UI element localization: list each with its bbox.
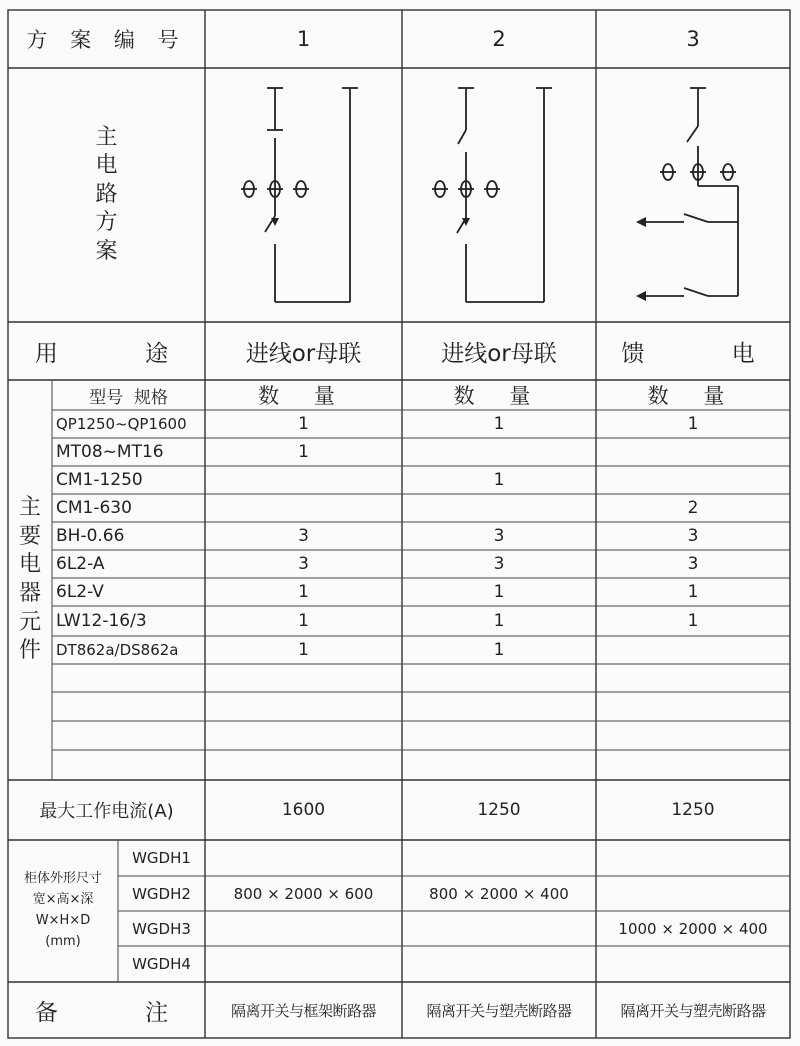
- component-qty-3: 1: [687, 611, 699, 631]
- component-qty-2: 1: [493, 640, 505, 660]
- cabinet-type: WGDH4: [132, 955, 191, 973]
- remarks-label: 备 注: [34, 999, 209, 1026]
- max-current-1: 1600: [281, 800, 326, 820]
- cabinet-size-label-line: (mm): [45, 933, 81, 949]
- scheme-number-3: 3: [686, 27, 700, 51]
- scheme-number-label: 方 案 编 号: [26, 28, 187, 52]
- main-components-label-char: 元: [18, 609, 41, 635]
- component-qty-2: 1: [493, 582, 505, 602]
- remarks-3: 隔离开关与塑壳断路器: [620, 1001, 766, 1020]
- main-components-label-char: 要: [18, 523, 41, 549]
- component-qty-2: 1: [493, 414, 505, 434]
- component-qty-2: [402, 438, 596, 466]
- component-model: LW12-16/3: [56, 611, 147, 631]
- cabinet-size-label-line: W×H×D: [35, 913, 91, 928]
- main-components-label-char: 器: [18, 581, 41, 606]
- cabinet-dim-wgdh2-1: 800 × 2000 × 600: [233, 884, 374, 903]
- component-qty-3: 1: [687, 582, 699, 602]
- cabinet-size-label: [8, 840, 118, 982]
- main-components-label: [8, 380, 52, 780]
- component-model: DT862a/DS862a: [56, 641, 179, 659]
- main-components-label-char: 电: [18, 552, 41, 578]
- component-model: 6L2-V: [56, 582, 104, 602]
- component-qty-3: [596, 466, 790, 494]
- cabinet-type: WGDH2: [132, 884, 191, 903]
- component-qty-2: 1: [493, 611, 505, 631]
- main-circuit-label: [8, 100, 205, 290]
- cabinet-size-label-line: 宽×高×深: [32, 892, 94, 908]
- component-qty-1: 1: [298, 582, 309, 602]
- cabinet-type: WGDH3: [132, 919, 191, 938]
- main-circuit-label-char: 主: [95, 124, 118, 150]
- remarks-2: 隔离开关与塑壳断路器: [426, 1001, 572, 1020]
- model-spec-header: 型号 规格: [89, 387, 168, 408]
- main-circuit-label-char: 案: [95, 238, 118, 264]
- component-qty-3: 1: [687, 414, 699, 434]
- cabinet-dim-wgdh2-2: 800 × 2000 × 400: [429, 884, 569, 903]
- main-components-label-char: 件: [18, 638, 41, 664]
- component-qty-2: 1: [493, 470, 505, 490]
- circuit-diagram-1: [205, 68, 402, 322]
- circuit-diagram-2: [402, 68, 596, 322]
- component-model: CM1-630: [56, 498, 132, 518]
- circuit-diagram-3: [596, 68, 790, 322]
- usage-2: 进线or母联: [441, 340, 557, 367]
- main-components-label-char: 主: [18, 495, 41, 521]
- component-qty-1: 3: [298, 526, 309, 546]
- component-model: BH-0.66: [56, 526, 125, 546]
- component-qty-2: 3: [493, 554, 505, 574]
- component-qty-2: [402, 494, 596, 522]
- usage-1: 进线or母联: [245, 340, 362, 367]
- max-current-2: 1250: [477, 800, 521, 820]
- component-qty-2: 3: [493, 526, 505, 546]
- component-qty-3: [596, 438, 790, 466]
- scheme-number-2: 2: [492, 27, 506, 51]
- main-circuit-label-char: 方: [95, 210, 118, 236]
- main-circuit-label-char: 电: [95, 153, 118, 179]
- quantity-header-3: 数 量: [647, 384, 739, 408]
- main-circuit-label-char: 路: [95, 181, 118, 207]
- component-model: MT08~MT16: [56, 442, 164, 462]
- component-qty-1: [205, 494, 402, 522]
- component-qty-1: 1: [298, 442, 309, 462]
- component-qty-1: [205, 466, 402, 494]
- component-qty-3: 3: [687, 526, 699, 546]
- usage-label: 用 途: [34, 340, 209, 367]
- scheme-number-1: 1: [296, 27, 311, 51]
- quantity-header-1: 数 量: [258, 384, 349, 408]
- component-qty-1: 1: [298, 640, 309, 660]
- component-model: 6L2-A: [56, 554, 105, 574]
- cabinet-type: WGDH1: [132, 849, 191, 867]
- remarks-1: 隔离开关与框架断路器: [230, 1001, 376, 1020]
- max-current-label: 最大工作电流(A): [39, 801, 174, 822]
- cabinet-size-label-line: 柜体外形尺寸: [23, 871, 102, 887]
- component-qty-1: 3: [298, 554, 309, 574]
- quantity-header-2: 数 量: [453, 384, 545, 408]
- component-model: CM1-1250: [56, 470, 143, 490]
- max-current-3: 1250: [671, 800, 715, 820]
- usage-3: 馈 电: [621, 340, 795, 367]
- component-qty-3: 2: [687, 498, 699, 518]
- component-qty-3: 3: [687, 554, 699, 574]
- component-qty-1: 1: [298, 414, 309, 434]
- component-qty-1: 1: [298, 611, 309, 631]
- component-model: QP1250~QP1600: [56, 415, 187, 433]
- cabinet-dim-wgdh3-3: 1000 × 2000 × 400: [618, 919, 768, 938]
- component-qty-3: [596, 636, 790, 664]
